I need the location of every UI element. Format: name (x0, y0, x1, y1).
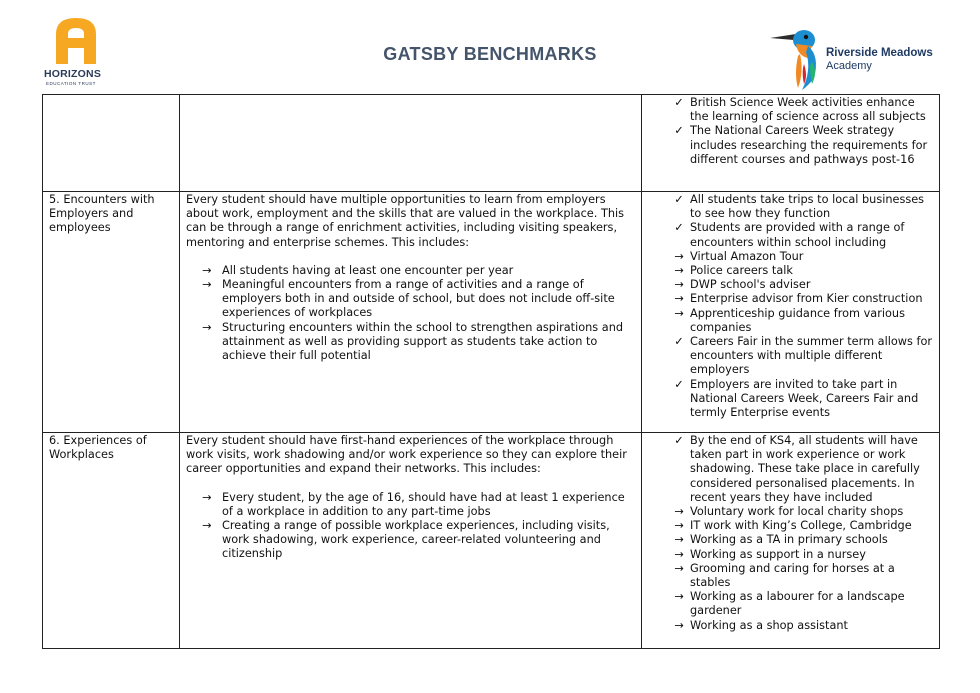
arrow-icon: → (674, 547, 684, 561)
school-name-line2: Academy (826, 60, 872, 72)
list-item (648, 378, 933, 421)
list-item-text: Apprenticeship guidance from various companies (690, 306, 905, 334)
description-list (186, 491, 635, 562)
arrow-icon: → (674, 292, 684, 306)
list-item (648, 221, 933, 249)
list-item-text: Grooming and caring for horses at a stables (690, 561, 895, 590)
evidence-list (648, 193, 933, 420)
list-item-text: Every student, by the age of 16, should have had at least 1 experience of a workplace in addition to any part-time jobs (222, 490, 625, 518)
arrow-icon: → (674, 264, 684, 278)
list-item (648, 548, 933, 562)
list-item (186, 519, 635, 562)
table-body (43, 95, 940, 649)
list-item-text: Employers are invited to take part in National Careers Week, Careers Fair and termly Enterprise events (690, 377, 919, 420)
arrow-icon: → (674, 561, 684, 575)
evidence-list (648, 96, 933, 167)
check-icon: ✓ (674, 124, 684, 138)
list-item (648, 590, 933, 618)
check-icon: ✓ (674, 335, 684, 349)
list-item-text: Working as support in a nursey (690, 547, 866, 561)
list-item (648, 434, 933, 505)
list-item (648, 292, 933, 306)
table-row (43, 95, 940, 192)
horizons-logo-name: HORIZONS (44, 68, 102, 80)
list-item-text: Meaningful encounters from a range of activities and a range of employers both in and outside of school, but does not include off-site experiences of workplaces (222, 278, 615, 320)
benchmark-title: 6. Experiences of Workplaces (49, 434, 147, 462)
list-item (648, 250, 933, 264)
list-item-text: Enterprise advisor from Kier construction (690, 292, 923, 306)
list-item (648, 124, 933, 167)
list-item-text: Structuring encounters within the school to strengthen aspirations and attainment as well as providing support as students take action to achieve their full potential (222, 320, 624, 363)
description-cell (180, 95, 642, 192)
list-item (186, 264, 635, 278)
list-item-text: Working as a labourer for a landscape gardener (690, 590, 905, 618)
list-item-text: Working as a TA in primary schools (690, 533, 888, 547)
list-item (648, 562, 933, 590)
list-item (186, 491, 635, 519)
list-item-text: Working as a shop assistant (690, 618, 848, 632)
check-icon: ✓ (674, 96, 684, 109)
table-row (43, 192, 940, 433)
list-item (648, 335, 933, 378)
check-icon: ✓ (674, 434, 684, 447)
benchmark-cell (43, 192, 180, 433)
list-item-text: Virtual Amazon Tour (690, 249, 804, 263)
check-icon: ✓ (674, 193, 684, 206)
evidence-cell (642, 95, 940, 192)
list-item (648, 264, 933, 278)
list-item-text: All students take trips to local businesses to see how they function (690, 193, 925, 221)
description-list (186, 264, 635, 363)
arrow-icon: → (674, 278, 684, 292)
list-item-text: The National Careers Week strategy includes researching the requirements for different courses and pathways post-16 (690, 124, 928, 166)
description-cell (180, 433, 642, 649)
list-item-text: By the end of KS4, all students will have taken part in work experience or work shadowing. These take place in carefully considered personalised placements. In recent years they have included (690, 434, 920, 504)
list-item-text: All students having at least one encounter per year (222, 263, 514, 277)
arrow-icon: → (674, 505, 684, 519)
benchmark-cell (43, 95, 180, 192)
list-item (648, 278, 933, 292)
benchmark-cell (43, 433, 180, 649)
check-icon: ✓ (674, 377, 684, 391)
list-item (648, 505, 933, 519)
arrow-icon: → (674, 306, 684, 320)
arrow-icon: → (202, 519, 212, 533)
list-item-text: British Science Week activities enhance the learning of science across all subjects (690, 96, 926, 124)
list-item-text: Careers Fair in the summer term allows for encounters with multiple different employers (690, 335, 933, 377)
list-item-text: Voluntary work for local charity shops (690, 505, 904, 519)
kingfisher-icon (768, 22, 826, 92)
table-row (43, 433, 940, 649)
evidence-cell (642, 192, 940, 433)
arrow-icon: → (674, 249, 684, 263)
list-item-text: Creating a range of possible workplace experiences, including visits, work shadowing, work experience, career-related volunteering and citizenship (222, 519, 610, 561)
description-cell (180, 192, 642, 433)
evidence-cell (642, 433, 940, 649)
description-intro: Every student should have first-hand experiences of the workplace through work visits, work shadowing and/or work experience so they can explore their career opportunities and expand their networks. This includes: (186, 434, 627, 476)
arrow-icon: → (674, 590, 684, 604)
gatsby-benchmarks-table (42, 94, 940, 649)
evidence-list (648, 434, 933, 633)
list-item (648, 193, 933, 221)
arrow-icon: → (202, 263, 212, 277)
list-item (648, 533, 933, 547)
arrow-icon: → (202, 490, 212, 504)
list-item-text: DWP school's adviser (690, 278, 811, 292)
list-item (186, 321, 635, 364)
list-item (648, 96, 933, 124)
benchmark-title: 5. Encounters with Employers and employees (49, 193, 155, 235)
list-item (648, 619, 933, 633)
list-item (186, 278, 635, 321)
horizons-logo-subtitle: EDUCATION TRUST (46, 81, 96, 86)
arrow-icon: → (202, 320, 212, 334)
page-title: GATSBY BENCHMARKS (383, 44, 597, 64)
list-item-text: Police careers talk (690, 264, 793, 278)
arrow-icon: → (674, 618, 684, 632)
list-item (648, 519, 933, 533)
school-name-line1: Riverside Meadows (826, 47, 933, 59)
description-intro: Every student should have multiple opportunities to learn from employers about work, employment and the skills that are valued in the workplace. This can be through a range of enrichment activities, including visiting speakers, mentoring and enterprise schemes. This includes: (186, 193, 625, 249)
arrow-icon: → (202, 278, 212, 292)
list-item-text: IT work with King’s College, Cambridge (690, 519, 912, 533)
list-item (648, 307, 933, 335)
check-icon: ✓ (674, 221, 684, 235)
arrow-icon: → (674, 519, 684, 533)
arrow-icon: → (674, 533, 684, 547)
riverside-meadows-logo (768, 22, 948, 92)
list-item-text: Students are provided with a range of encounters within school including (690, 221, 905, 249)
